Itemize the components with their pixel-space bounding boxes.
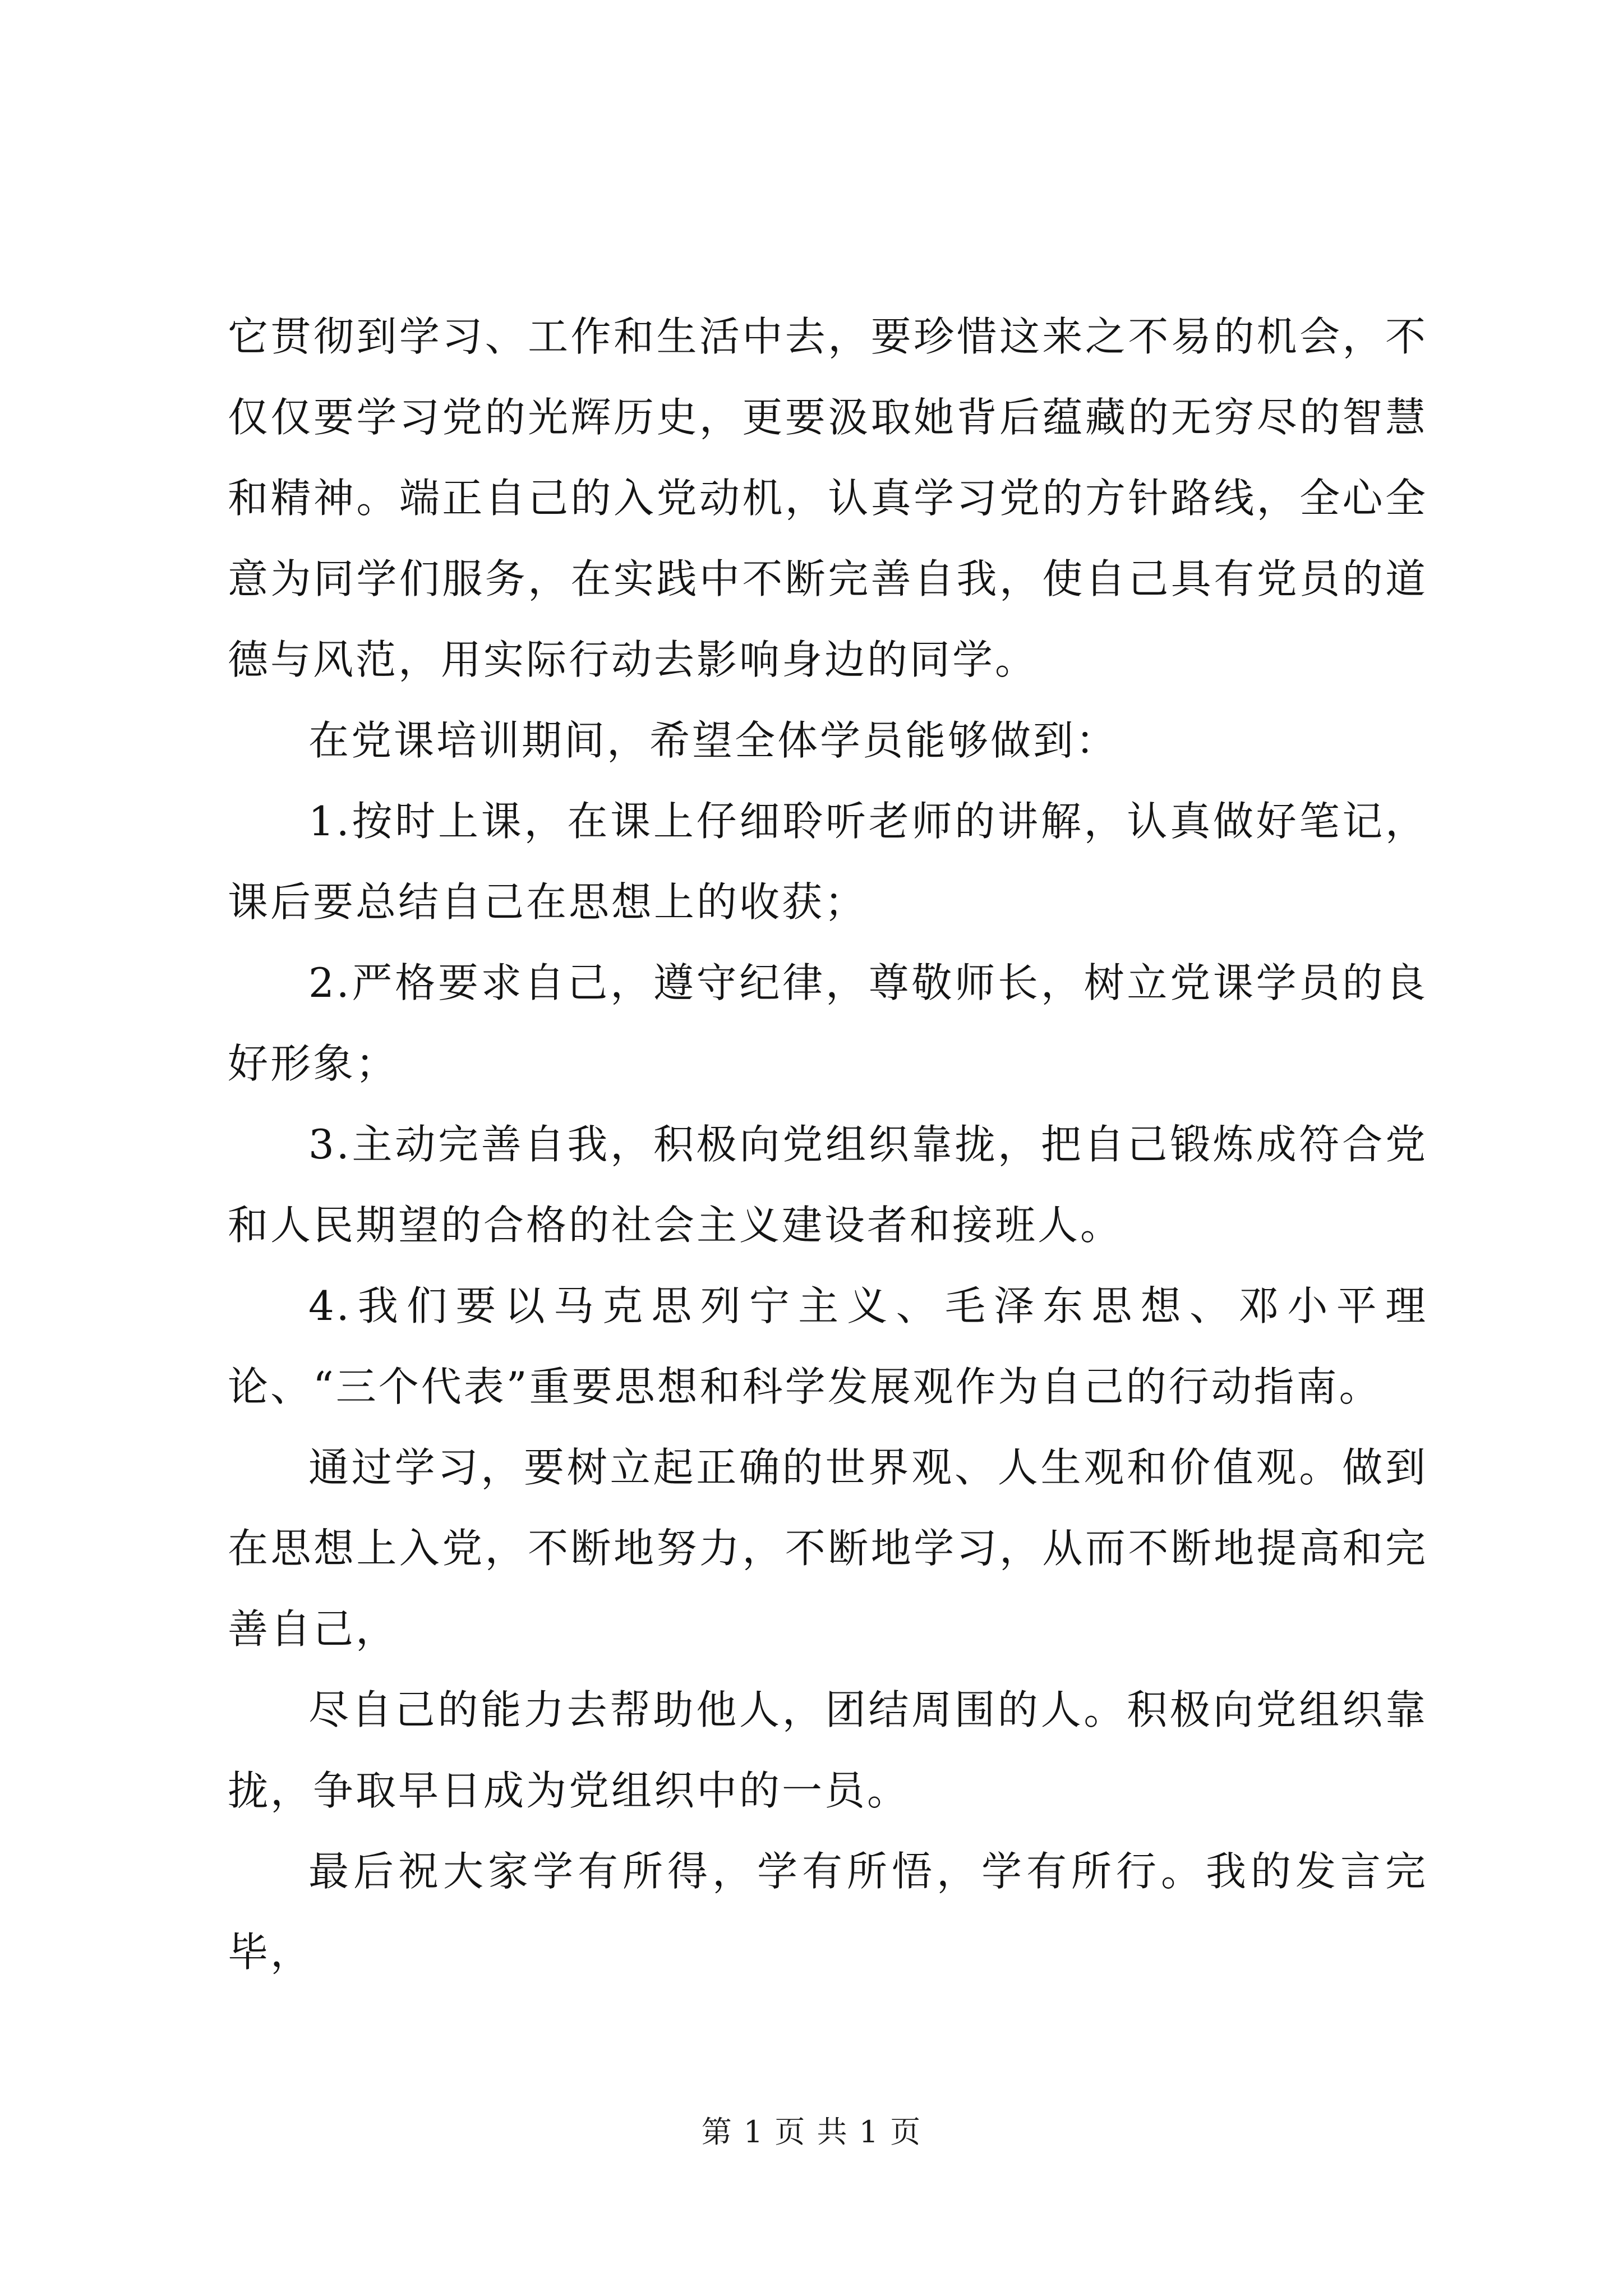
- page-footer: [0, 2113, 1623, 2152]
- paragraph-9: 最后祝大家学有所得，学有所悟，学有所行。我的发言完毕，: [228, 1848, 1428, 1976]
- paragraph-2: 在党课培训期间，希望全体学员能够做到：: [308, 717, 1119, 764]
- paragraph-3: 1.按时上课，在课上仔细聆听老师的讲解，认真做好笔记，课后要总结自己在思想上的收获；: [228, 798, 1428, 926]
- paragraph-7: 通过学习，要树立起正确的世界观、人生观和价值观。做到在思想上入党，不断地努力，不断地学习，从而不断地提高和完善自己，: [228, 1444, 1428, 1653]
- document-body: [228, 296, 1428, 1993]
- paragraph-5: 3.主动完善自我，积极向党组织靠拢，把自己锻炼成符合党和人民期望的合格的社会主义建设者和接班人。: [228, 1121, 1428, 1249]
- paragraph-8: 尽自己的能力去帮助他人，团结周围的人。积极向党组织靠拢，争取早日成为党组织中的一员。: [228, 1686, 1428, 1814]
- paragraph-6: 4.我们要以马克思列宁主义、毛泽东思想、邓小平理论、“三个代表”重要思想和科学发展观作为自己的行动指南。: [228, 1282, 1428, 1410]
- paragraph-1: 它贯彻到学习、工作和生活中去，要珍惜这来之不易的机会，不仅仅要学习党的光辉历史，更要汲取她背后蕴藏的无穷尽的智慧和精神。端正自己的入党动机，认真学习党的方针路线，全心全意为同学们服务，在实践中不断完善自我，使自己具有党员的道德与风范，用实际行动去影响身边的同学。: [228, 313, 1428, 683]
- paragraph-4: 2.严格要求自己，遵守纪律，尊敬师长，树立党课学员的良好形象；: [228, 959, 1428, 1087]
- page-number-label: 第 1 页 共 1 页: [701, 2114, 922, 2150]
